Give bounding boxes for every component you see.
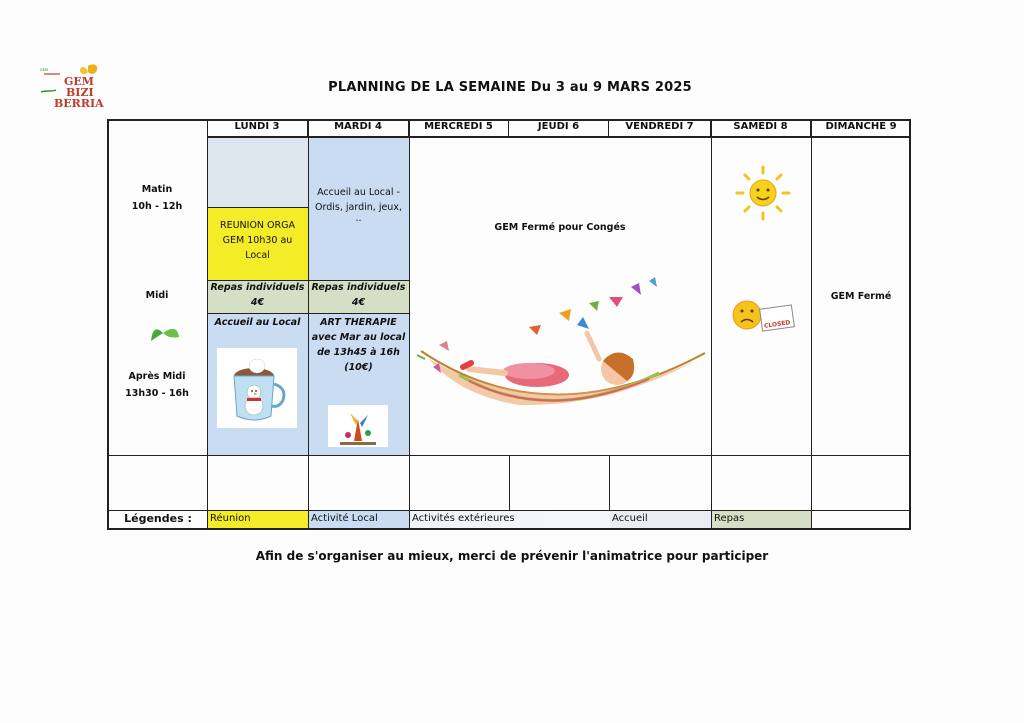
day-header-mercredi: MERCREDI 5: [409, 119, 509, 137]
day-header-samedi: SAMEDI 8: [711, 119, 811, 137]
day-header-jeudi: JEUDI 6: [509, 119, 609, 137]
logo-berria: BERRIA: [54, 97, 104, 110]
table-border: [107, 119, 911, 530]
day-header-vendredi: VENDREDI 7: [609, 119, 711, 137]
lundi-accueil-text: Accueil au Local: [214, 317, 301, 328]
legend-repas: Repas: [712, 511, 811, 528]
planning-table: [107, 119, 911, 530]
day-header-lundi: LUNDI 3: [207, 119, 308, 137]
mardi-art-detail: avec Mar au local de 13h45 à 16h: [311, 332, 406, 358]
row-morning: Matin: [141, 184, 173, 195]
row-afternoon-time: 13h30 - 16h: [125, 388, 189, 399]
row-morning-time: 10h - 12h: [131, 201, 183, 212]
mardi-repas-text: Repas individuels: [311, 282, 406, 293]
logo-tagline: GEM: [40, 68, 48, 72]
mardi-dots: ..: [355, 213, 362, 224]
lundi-repas-text: Repas individuels: [210, 282, 305, 293]
page-title: PLANNING DE LA SEMAINE Du 3 au 9 MARS 2025: [328, 80, 692, 95]
dimanche-closed-text: GEM Fermé: [830, 291, 892, 302]
lundi-reunion-text: REUNION ORGA GEM 10h30 au Local: [219, 220, 295, 261]
legend-reunion: Réunion: [208, 511, 308, 528]
day-header-mardi: MARDI 4: [308, 119, 409, 137]
logo-bizi: BIZI: [66, 86, 94, 99]
footer-note: Afin de s'organiser au mieux, merci de prévenir l'animatrice pour participer: [255, 549, 769, 563]
mardi-repas-price: 4€: [351, 297, 366, 308]
legend-accueil: Accueil: [610, 511, 711, 528]
row-afternoon: Après Midi: [128, 371, 186, 382]
lundi-repas-price: 4€: [250, 297, 265, 308]
legend-label: Légendes :: [124, 512, 192, 525]
legend-activite-local: Activité Local: [309, 511, 409, 528]
mardi-art-title: ART THERAPIE: [320, 317, 397, 328]
gem-logo: [36, 62, 104, 112]
logo-gem: GEM: [64, 75, 94, 88]
legend-activites-exterieures: Activités extérieures: [410, 511, 711, 528]
mardi-accueil-text: Accueil au Local - Ordis, jardin, jeux,: [315, 187, 402, 213]
closed-sign: CLOSED: [763, 319, 791, 330]
conges-text: GEM Fermé pour Congés: [494, 222, 626, 233]
mardi-art-price: (10€): [344, 362, 373, 373]
row-noon: Midi: [145, 290, 169, 301]
day-header-dimanche: DIMANCHE 9: [811, 119, 911, 137]
